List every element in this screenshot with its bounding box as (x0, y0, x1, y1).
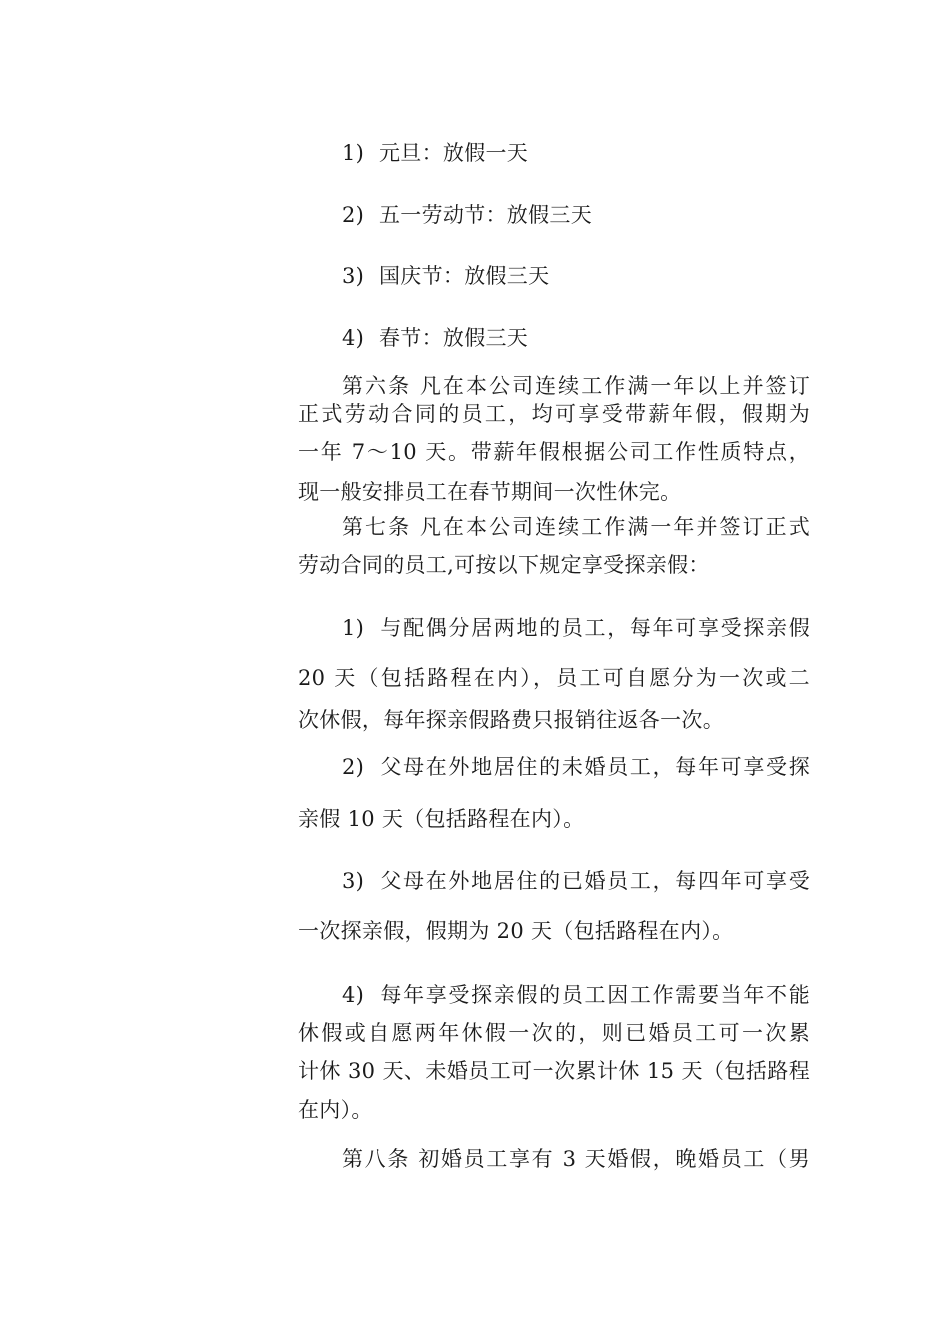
list-item-holiday-4 (342, 324, 810, 352)
list-number: 4) (342, 326, 365, 350)
list-text: 父母在外地居住的未婚员工，每年可享受探 (379, 755, 810, 779)
article7-item-1 (342, 614, 810, 642)
list-number: 1) (342, 616, 365, 640)
list-item-holiday-3 (342, 262, 810, 290)
article6-line-1: 第六条 凡在本公司连续工作满一年以上并签订 (342, 374, 810, 398)
article6-line-2: 正式劳动合同的员工，均可享受带薪年假，假期为 (298, 402, 810, 426)
article7-item-4-line-3: 计休 30 天、未婚员工可一次累计休 15 天（包括路程 (298, 1059, 810, 1083)
list-number: 3) (342, 869, 365, 893)
list-item-holiday-1 (342, 139, 810, 167)
article7-item-3-line-2: 一次探亲假，假期为 20 天（包括路程在内）。 (298, 919, 734, 943)
list-text: 每年享受探亲假的员工因工作需要当年不能 (379, 983, 810, 1007)
article6-line-3: 一年 7～10 天。带薪年假根据公司工作性质特点， (298, 440, 810, 464)
list-text: 春节：放假三天 (379, 326, 529, 350)
list-text: 国庆节：放假三天 (379, 264, 550, 288)
list-text: 五一劳动节：放假三天 (379, 203, 592, 227)
list-text: 父母在外地居住的已婚员工，每四年可享受 (379, 869, 810, 893)
article7-item-4-line-4: 在内）。 (298, 1098, 373, 1122)
list-number: 1) (342, 141, 365, 165)
article6-line-4: 现一般安排员工在春节期间一次性休完。 (298, 480, 682, 504)
article7-item-3 (342, 867, 810, 895)
article7-line-1: 第七条 凡在本公司连续工作满一年并签订正式 (342, 515, 810, 539)
article7-item-1-line-3: 次休假，每年探亲假路费只报销往返各一次。 (298, 708, 724, 732)
list-number: 2) (342, 755, 365, 779)
article7-item-1-line-2: 20 天（包括路程在内），员工可自愿分为一次或二 (298, 666, 810, 690)
list-number: 2) (342, 203, 365, 227)
article7-line-2: 劳动合同的员工,可按以下规定享受探亲假： (298, 553, 710, 577)
article7-item-2-line-2: 亲假 10 天（包括路程在内）。 (298, 807, 585, 831)
list-number: 4) (342, 983, 365, 1007)
article7-item-2 (342, 753, 810, 781)
article7-item-4-line-2: 休假或自愿两年休假一次的，则已婚员工可一次累 (298, 1021, 810, 1045)
list-number: 3) (342, 264, 365, 288)
list-item-holiday-2 (342, 201, 810, 229)
list-text: 与配偶分居两地的员工，每年可享受探亲假 (379, 616, 810, 640)
article8-line-1: 第八条 初婚员工享有 3 天婚假，晚婚员工（男 (342, 1147, 810, 1171)
list-text: 元旦：放假一天 (379, 141, 529, 165)
article7-item-4 (342, 981, 810, 1009)
